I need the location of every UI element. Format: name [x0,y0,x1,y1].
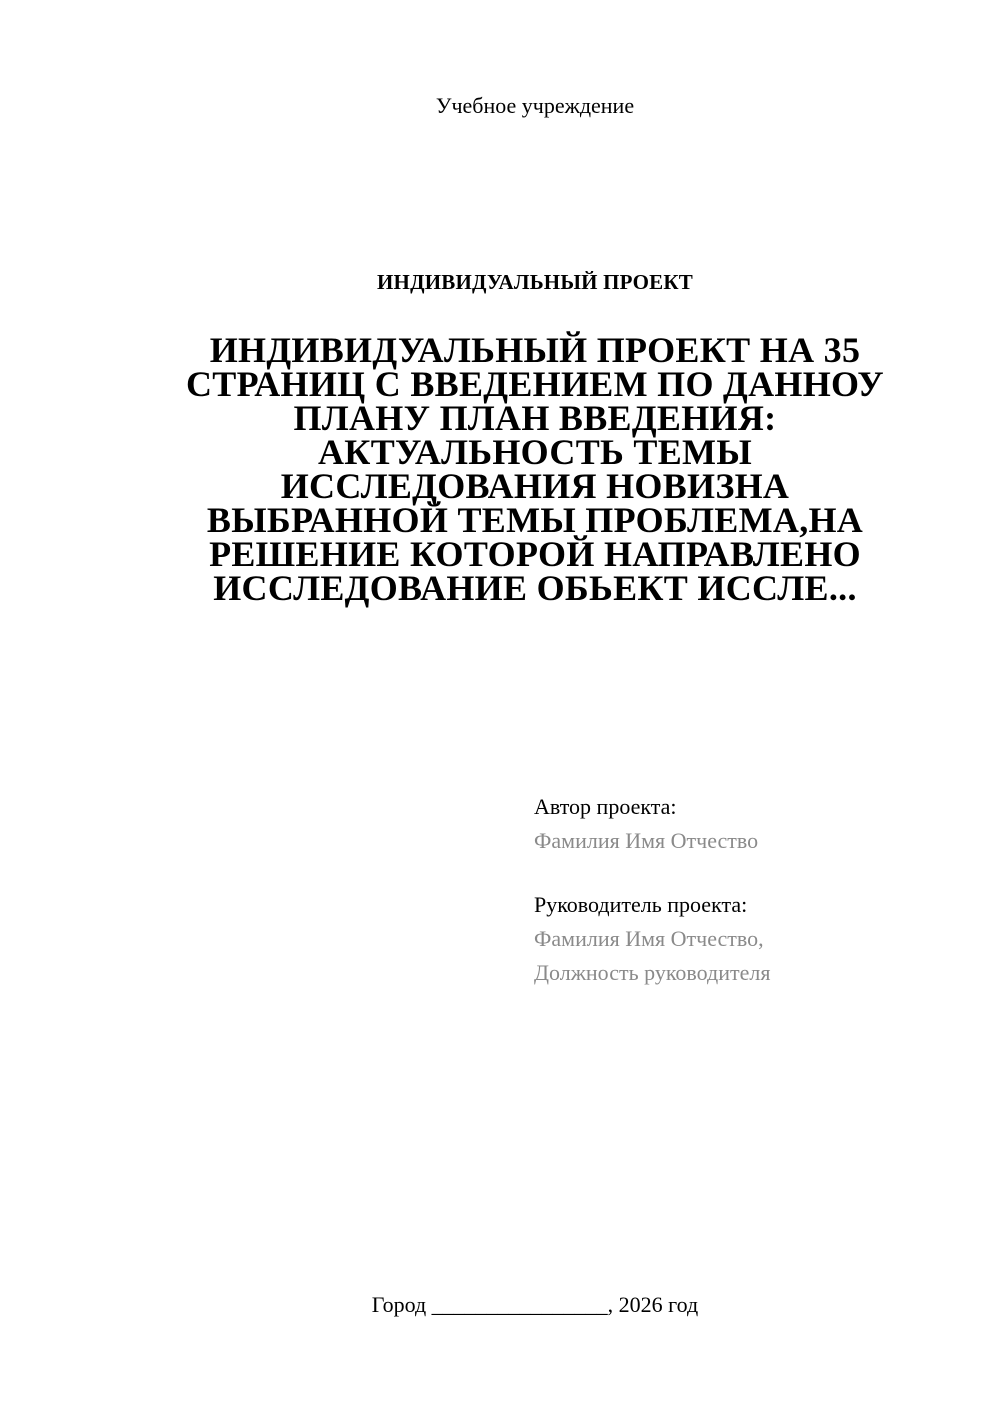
spacer [534,858,974,888]
author-name: Фамилия Имя Отчество [534,828,759,853]
project-title-line: ИССЛЕДОВАНИЕ ОБЬЕКТ ИССЛЕ... [213,568,857,608]
project-title-line: ИНДИВИДУАЛЬНЫЙ ПРОЕКТ НА 35 [209,330,861,370]
project-title-line: СТРАНИЦ С ВВЕДЕНИЕМ ПО ДАННОУ [185,364,885,404]
project-title-line: РЕШЕНИЕ КОТОРОЙ НАПРАВЛЕНО [209,534,861,574]
project-people-block [534,790,974,990]
document-type-label: ИНДИВИДУАЛЬНЫЙ ПРОЕКТ [377,270,693,294]
supervisor-label: Руководитель проекта: [534,892,748,917]
project-title-line: ИССЛЕДОВАНИЯ НОВИЗНА [280,466,790,506]
author-label: Автор проекта: [534,794,677,819]
project-title-line: АКТУАЛЬНОСТЬ ТЕМЫ [318,432,752,472]
project-title-line: ВЫБРАННОЙ ТЕМЫ ПРОБЛЕМА,НА [206,500,864,540]
city-year-line: Город ________________, 2026 год [371,1292,699,1317]
project-title-line: ПЛАНУ ПЛАН ВВЕДЕНИЯ: [293,398,777,438]
supervisor-name: Фамилия Имя Отчество, [534,926,764,951]
project-title [160,330,910,608]
supervisor-position: Должность руководителя [534,960,771,985]
institution-name: Учебное учреждение [435,93,635,118]
